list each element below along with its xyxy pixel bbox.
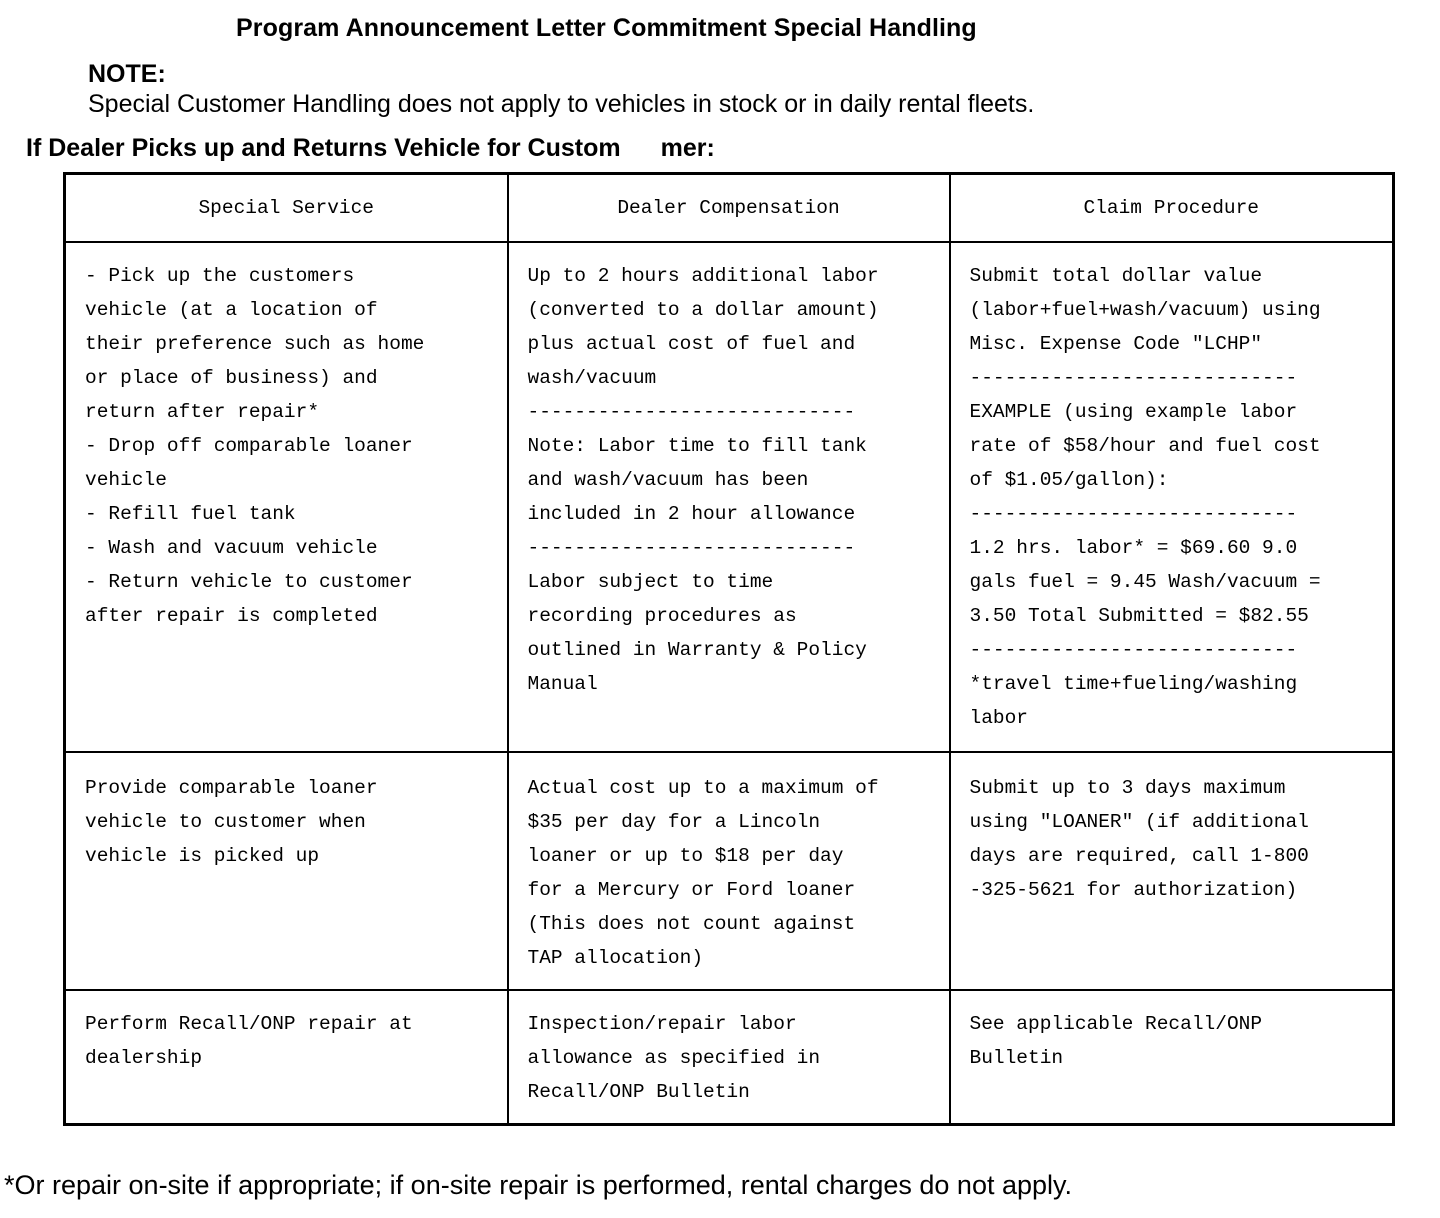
note-text: Special Customer Handling does not apply to vehicles in stock or in daily rental fleets. (88, 90, 1035, 118)
cell-text-line: Recall/ONP Bulletin (527, 1081, 750, 1103)
cell-text-line: Misc. Expense Code "LCHP" (969, 333, 1263, 355)
cell-text-line: Note: Labor time to fill tank (527, 435, 867, 457)
cell-text-line: and wash/vacuum has been (527, 469, 809, 491)
note-label: NOTE: (88, 60, 166, 88)
cell-text-line: *travel time+fueling/washing (969, 673, 1298, 695)
table-header-row (65, 174, 1394, 243)
cell-text-line: loaner or up to $18 per day (527, 845, 844, 867)
cell-text-line: outlined in Warranty & Policy (527, 639, 867, 661)
cell-text-line: Perform Recall/ONP repair at (85, 1013, 413, 1035)
cell-text-line: Up to 2 hours additional labor (527, 265, 879, 287)
cell-special-service (65, 752, 508, 990)
cell-claim-procedure (950, 752, 1394, 990)
cell-text-line: Provide comparable loaner (85, 777, 378, 799)
cell-text-line: - Return vehicle to customer (85, 571, 413, 593)
cell-text-line: (labor+fuel+wash/vacuum) using (969, 299, 1321, 321)
page-title: Program Announcement Letter Commitment Special Handling (236, 14, 977, 42)
cell-text-line: days are required, call 1-800 (969, 845, 1309, 867)
section-heading-part2: mer: (660, 134, 715, 162)
cell-dealer-compensation (508, 990, 950, 1125)
cell-text-line: ---------------------------- (527, 401, 856, 423)
cell-text-line: vehicle (at a location of (85, 299, 378, 321)
cell-text-line: See applicable Recall/ONP (969, 1013, 1263, 1035)
cell-text-line: recording procedures as (527, 605, 797, 627)
cell-text-line: - Refill fuel tank (85, 503, 296, 525)
cell-text-line: Actual cost up to a maximum of (527, 777, 879, 799)
cell-text-line: (converted to a dollar amount) (527, 299, 879, 321)
cell-text-line: gals fuel = 9.45 Wash/vacuum = (969, 571, 1321, 593)
table-row (65, 752, 1394, 990)
special-handling-table (63, 172, 1395, 1126)
cell-text-line: allowance as specified in (527, 1047, 821, 1069)
table-row (65, 242, 1394, 752)
cell-text-line: their preference such as home (85, 333, 425, 355)
cell-special-service (65, 242, 508, 752)
footnote: *Or repair on-site if appropriate; if on-site repair is performed, rental charges do not apply. (4, 1170, 1073, 1200)
cell-text-line: - Drop off comparable loaner (85, 435, 413, 457)
cell-text-line: Inspection/repair labor (527, 1013, 797, 1035)
cell-text-line: Submit total dollar value (969, 265, 1263, 287)
cell-dealer-compensation (508, 242, 950, 752)
cell-text-line: ---------------------------- (969, 639, 1298, 661)
cell-dealer-compensation (508, 752, 950, 990)
cell-text-line: -325-5621 for authorization) (969, 879, 1298, 901)
cell-text-line: ---------------------------- (969, 367, 1298, 389)
cell-text-line: using "LOANER" (if additional (969, 811, 1309, 833)
cell-text-line: rate of $58/hour and fuel cost (969, 435, 1321, 457)
cell-text-line: 3.50 Total Submitted = $82.55 (969, 605, 1309, 627)
cell-text-line: after repair is completed (85, 605, 378, 627)
cell-text-line: Manual (527, 673, 598, 695)
cell-text-line: Submit up to 3 days maximum (969, 777, 1286, 799)
cell-text-line: EXAMPLE (using example labor (969, 401, 1298, 423)
section-heading-part1: If Dealer Picks up and Returns Vehicle for Custom (26, 134, 621, 162)
header-special-service: Special Service (65, 174, 508, 243)
cell-text-line: ---------------------------- (969, 503, 1298, 525)
cell-text-line: Labor subject to time (527, 571, 774, 593)
table-row (65, 990, 1394, 1125)
cell-text-line: (This does not count against (527, 913, 856, 935)
cell-text-line: labor (969, 707, 1029, 729)
cell-text-line: ---------------------------- (527, 537, 856, 559)
cell-text-line: vehicle to customer when (85, 811, 366, 833)
section-heading (26, 134, 715, 163)
cell-text-line: TAP allocation) (527, 947, 704, 969)
cell-text-line: for a Mercury or Ford loaner (527, 879, 856, 901)
cell-text-line: Bulletin (969, 1047, 1064, 1069)
cell-special-service (65, 990, 508, 1125)
cell-text-line: 1.2 hrs. labor* = $69.60 9.0 (969, 537, 1298, 559)
cell-claim-procedure (950, 990, 1394, 1125)
cell-text-line: or place of business) and (85, 367, 378, 389)
cell-text-line: of $1.05/gallon): (969, 469, 1169, 491)
cell-claim-procedure (950, 242, 1394, 752)
cell-text-line: $35 per day for a Lincoln (527, 811, 821, 833)
cell-text-line: - Pick up the customers (85, 265, 355, 287)
cell-text-line: included in 2 hour allowance (527, 503, 856, 525)
cell-text-line: wash/vacuum (527, 367, 657, 389)
header-dealer-compensation: Dealer Compensation (508, 174, 950, 243)
cell-text-line: - Wash and vacuum vehicle (85, 537, 378, 559)
header-claim-procedure: Claim Procedure (950, 174, 1394, 243)
cell-text-line: vehicle (85, 469, 167, 491)
cell-text-line: return after repair* (85, 401, 320, 423)
cell-text-line: dealership (85, 1047, 203, 1069)
cell-text-line: plus actual cost of fuel and (527, 333, 856, 355)
cell-text-line: vehicle is picked up (85, 845, 320, 867)
